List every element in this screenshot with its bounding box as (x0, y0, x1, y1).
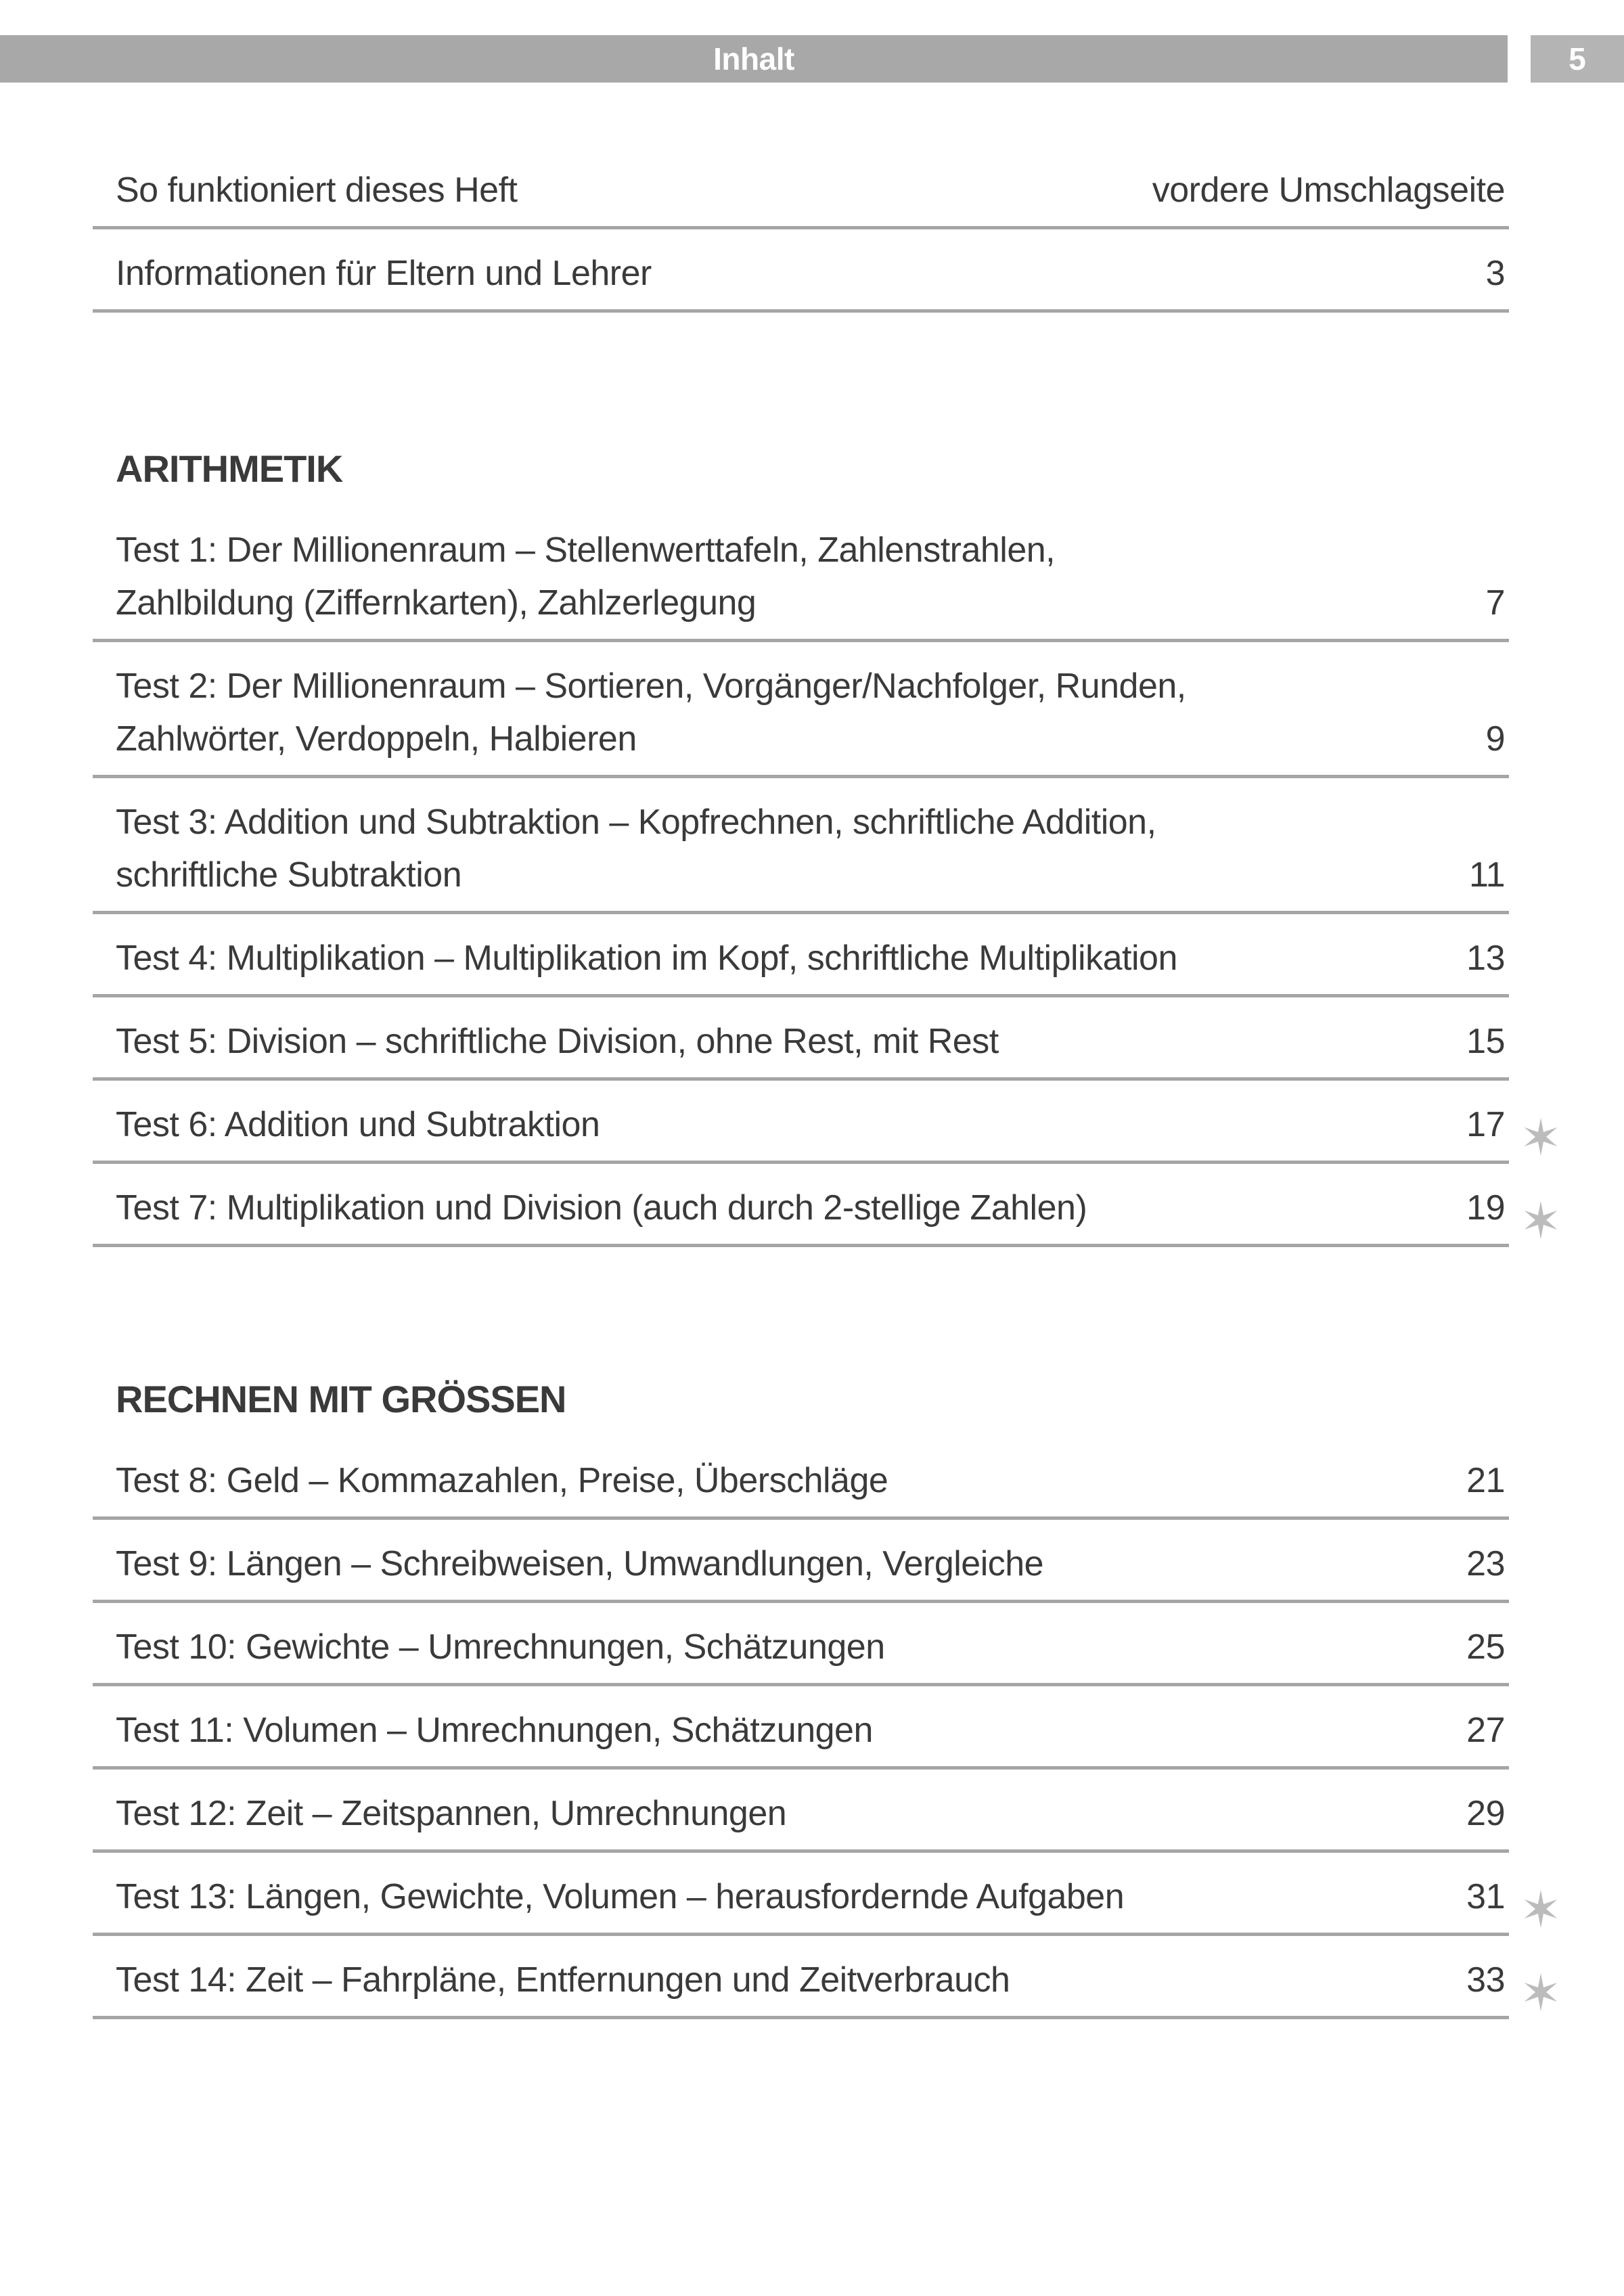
section-heading-rechnen-mit-groessen: RECHNEN MIT GRÖSSEN (116, 1378, 566, 1420)
toc-entry (93, 1098, 1509, 1164)
entry-page: 27 (1466, 1711, 1505, 1750)
entry-title-line: So funktioniert dieses Heft (116, 171, 518, 210)
entry-title-line: Test 1: Der Millionenraum – Stellenwerttafeln, Zahlenstrahlen, (116, 531, 1056, 570)
entry-page: 15 (1466, 1022, 1505, 1061)
entry-page: 17 (1466, 1105, 1505, 1144)
toc-entry (93, 1787, 1509, 1853)
star-icon (1521, 1117, 1560, 1156)
toc-entry (93, 1181, 1509, 1247)
entry-title-line: Test 8: Geld – Kommazahlen, Preise, Überschläge (116, 1461, 888, 1500)
entry-title (116, 1537, 1043, 1590)
entry-page: 31 (1466, 1877, 1505, 1916)
toc-entry (93, 1537, 1509, 1603)
entry-title (116, 1621, 885, 1673)
entry-title-line: Test 4: Multiplikation – Multiplikation im Kopf, schriftliche Multiplikation (116, 939, 1177, 978)
toc-entry (93, 660, 1509, 778)
entry-page: 29 (1466, 1794, 1505, 1833)
entry-title (116, 1870, 1124, 1923)
page-number: 5 (1569, 41, 1586, 76)
intro-entries (93, 164, 1509, 313)
entry-page: 23 (1466, 1544, 1505, 1583)
toc-entry (93, 1621, 1509, 1686)
toc-entry (93, 1015, 1509, 1081)
entry-page: 3 (1485, 254, 1505, 293)
entry-page: 25 (1466, 1627, 1505, 1667)
entry-page: vordere Umschlagseite (1152, 171, 1505, 210)
groessen-entries (93, 1454, 1509, 2019)
entry-title (116, 524, 1055, 629)
page-number-box (1531, 35, 1624, 83)
entry-title (116, 1098, 600, 1151)
entry-title (116, 932, 1177, 985)
entry-title (116, 1954, 1010, 2006)
entry-title-line: Test 6: Addition und Subtraktion (116, 1105, 600, 1144)
toc-entry (93, 796, 1509, 914)
entry-title (116, 1181, 1087, 1234)
entry-title-line: Test 2: Der Millionenraum – Sortieren, Vorgänger/Nachfolger, Runden, (116, 667, 1186, 706)
toc-entry (93, 1870, 1509, 1936)
entry-title-line: Test 11: Volumen – Umrechnungen, Schätzungen (116, 1711, 873, 1750)
entry-page: 21 (1466, 1461, 1505, 1500)
entry-page: 33 (1466, 1960, 1505, 2000)
section-arithmetik (93, 445, 1509, 1247)
star-icon (1521, 1889, 1560, 1929)
entry-title-line: Test 10: Gewichte – Umrechnungen, Schätzungen (116, 1627, 885, 1667)
entry-title-line: Zahlwörter, Verdoppeln, Halbieren (116, 719, 637, 759)
entry-title (116, 1704, 873, 1757)
entry-title-line: Test 12: Zeit – Zeitspannen, Umrechnungen (116, 1794, 787, 1833)
entry-title-line: Test 13: Längen, Gewichte, Volumen – herausfordernde Aufgaben (116, 1877, 1125, 1916)
star-icon (1521, 1200, 1560, 1240)
entry-page: 13 (1466, 939, 1505, 978)
toc-entry (93, 1954, 1509, 2019)
toc-entry (93, 1454, 1509, 1520)
page-title: Inhalt (713, 41, 794, 76)
toc-entry (93, 164, 1509, 229)
entry-page: 9 (1485, 719, 1505, 759)
entry-title-line: Test 7: Multiplikation und Division (auch durch 2-stellige Zahlen) (116, 1188, 1087, 1228)
toc-entry (93, 524, 1509, 642)
entry-title (116, 247, 652, 300)
star-icon (1521, 1973, 1560, 2012)
entry-title-line: Informationen für Eltern und Lehrer (116, 254, 652, 293)
entry-title-line: schriftliche Subtraktion (116, 855, 462, 895)
entry-title-line: Test 14: Zeit – Fahrpläne, Entfernungen und Zeitverbrauch (116, 1960, 1010, 2000)
entry-page: 7 (1485, 583, 1505, 623)
entry-title-line: Zahlbildung (Ziffernkarten), Zahlzerlegung (116, 583, 757, 623)
page-header (0, 35, 1624, 83)
entry-title (116, 1015, 999, 1068)
section-rechnen-mit-groessen (93, 1376, 1509, 2019)
section-heading-arithmetik: ARITHMETIK (116, 447, 343, 490)
entry-title (116, 164, 518, 217)
toc-entry (93, 247, 1509, 313)
entry-title (116, 1787, 786, 1840)
toc-entry (93, 932, 1509, 997)
header-bar (0, 35, 1508, 83)
entry-title (116, 660, 1186, 765)
toc-entry (93, 1704, 1509, 1770)
arithmetik-entries (93, 524, 1509, 1247)
entry-page: 11 (1469, 855, 1505, 895)
entry-title-line: Test 3: Addition und Subtraktion – Kopfrechnen, schriftliche Addition, (116, 803, 1156, 842)
entry-page: 19 (1466, 1188, 1505, 1228)
entry-title (116, 1454, 888, 1507)
entry-title (116, 796, 1156, 901)
entry-title-line: Test 5: Division – schriftliche Division, ohne Rest, mit Rest (116, 1022, 999, 1061)
entry-title-line: Test 9: Längen – Schreibweisen, Umwandlungen, Vergleiche (116, 1544, 1044, 1583)
